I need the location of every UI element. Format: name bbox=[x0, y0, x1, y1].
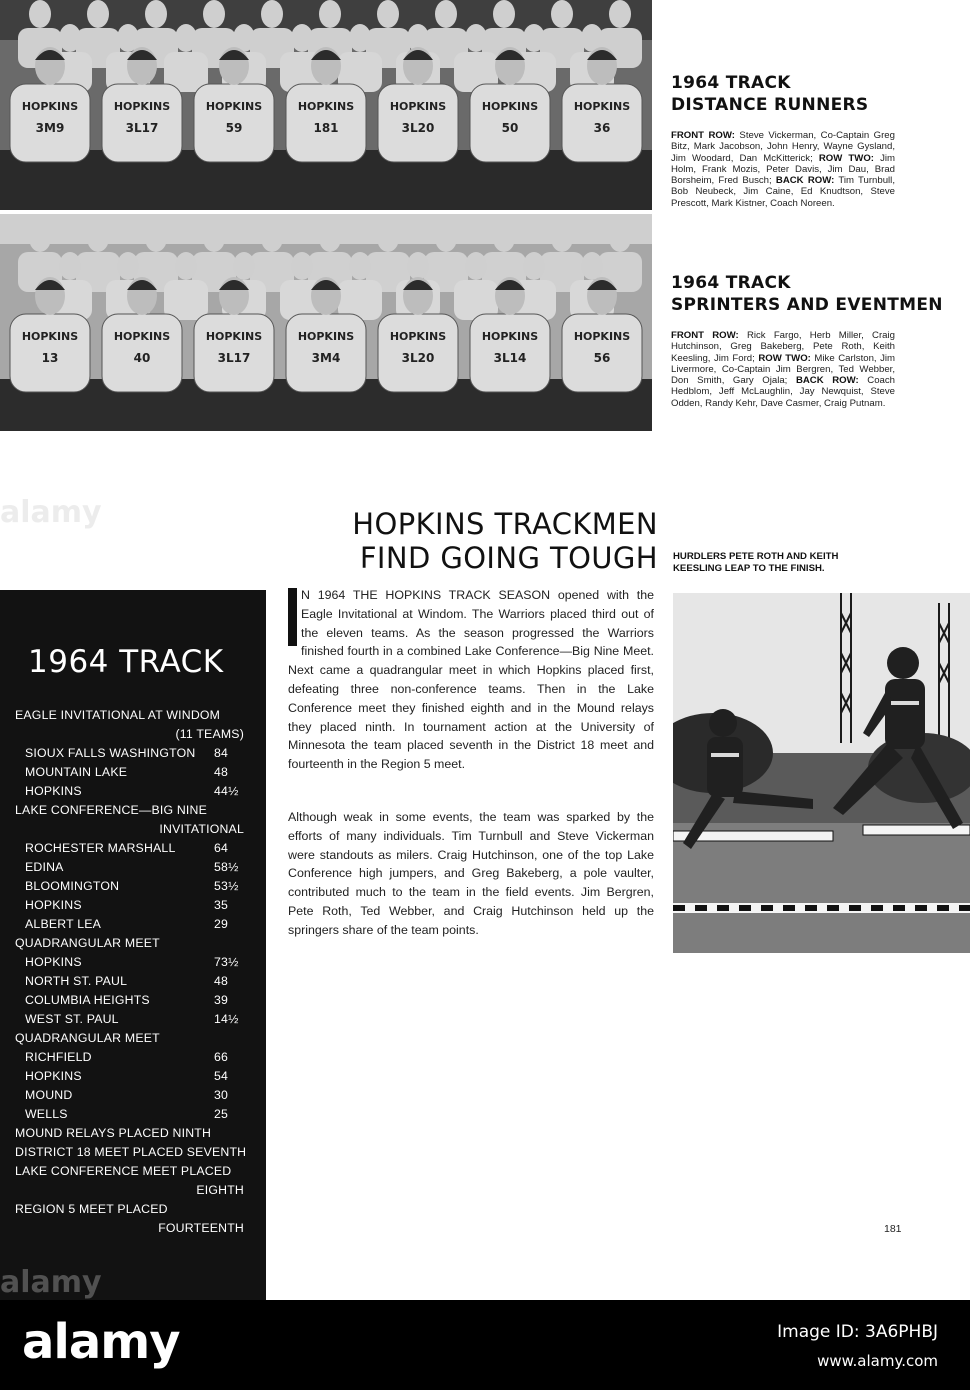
result-score: 84 bbox=[214, 746, 229, 760]
result-name: REGION 5 MEET PLACED bbox=[15, 1202, 168, 1216]
result-score: 39 bbox=[214, 993, 229, 1007]
result-name: WELLS bbox=[25, 1107, 68, 1121]
sweatshirt-text: HOPKINS bbox=[389, 100, 447, 113]
result-name: LAKE CONFERENCE MEET PLACED bbox=[15, 1164, 232, 1178]
row-two-names: Jim Holm, Frank Mozis, Peter Davis, Jim Dau, Brad Borsheim, Fred Busch; bbox=[671, 152, 895, 187]
team-member-head bbox=[377, 0, 399, 28]
sweatshirt-text: HOPKINS bbox=[113, 330, 171, 343]
team-member-head bbox=[523, 252, 545, 280]
team-member-head bbox=[291, 24, 313, 52]
distance-title-line1: 1964 TRACK bbox=[671, 73, 791, 93]
result-score: 14½ bbox=[214, 1012, 239, 1026]
sweatshirt-text: HOPKINS bbox=[297, 100, 355, 113]
back-row-names: Tim Turnbull, Bob Neubeck, Jim Caine, Ed Knudtson, Steve Prescott, Mark Kistner, Coach Noreen. bbox=[671, 175, 895, 209]
result-name: QUADRANGULAR MEET bbox=[15, 1031, 160, 1045]
back-row-label: BACK ROW: bbox=[775, 175, 835, 187]
hurdlers-caption: HURDLERS PETE ROTH AND KEITH KEESLING LEAP TO THE FINISH. bbox=[673, 551, 839, 574]
jersey-number: 3L14 bbox=[493, 351, 527, 365]
results-row bbox=[0, 1012, 266, 1031]
team-member-head bbox=[117, 24, 139, 52]
sweatshirt-text: HOPKINS bbox=[205, 330, 263, 343]
row-two-names: Mike Carlston, Jim Livermore, Co-Captain Jim Bergren, Ted Webber, Don Smith, Gary Ojala; bbox=[671, 352, 896, 387]
sweatshirt-text: HOPKINS bbox=[297, 330, 355, 343]
jersey-number: 56 bbox=[593, 351, 611, 365]
result-name: COLUMBIA HEIGHTS bbox=[25, 993, 150, 1007]
result-name: EDINA bbox=[25, 860, 64, 874]
team-member-head bbox=[233, 252, 255, 280]
paragraph-2-text: Although weak in some events, the team was sparked by the efforts of many individuals. Tim Turnbull and Steve Vickerman were standouts as milers. Craig Hutchinson, one of the top Lake Conference high jumpers, and Greg Bakeberg, a pole vaulter, contributed much to the team in the field events. Jim Bergren, Pete Roth, Ted Webber, and Craig Hutchinson held up the springers share of the team points. bbox=[288, 810, 654, 937]
team-member-head bbox=[319, 224, 341, 252]
result-score: 48 bbox=[214, 974, 229, 988]
result-name: EIGHTH bbox=[196, 1183, 244, 1197]
result-score: 73½ bbox=[214, 955, 239, 969]
result-name: BLOOMINGTON bbox=[25, 879, 120, 893]
sweatshirt-text: HOPKINS bbox=[205, 100, 263, 113]
team-member-head bbox=[377, 224, 399, 252]
hurdlers-svg bbox=[673, 593, 970, 953]
team-member-head bbox=[87, 0, 109, 28]
team-member-body bbox=[164, 280, 208, 320]
result-score: 44½ bbox=[214, 784, 239, 798]
result-name: LAKE CONFERENCE—BIG NINE bbox=[15, 803, 208, 817]
result-name: INVITATIONAL bbox=[159, 822, 244, 836]
jersey-number: 3M4 bbox=[311, 351, 341, 365]
results-row bbox=[0, 841, 266, 860]
result-name: ALBERT LEA bbox=[25, 917, 102, 931]
jersey-number: 13 bbox=[41, 351, 59, 365]
team-member-head bbox=[551, 224, 573, 252]
row-two-label: ROW TWO: bbox=[758, 352, 811, 364]
sweatshirt-text: HOPKINS bbox=[573, 100, 631, 113]
distance-title-line2: DISTANCE RUNNERS bbox=[671, 95, 869, 115]
result-name: (11 TEAMS) bbox=[175, 727, 244, 741]
results-row bbox=[0, 1164, 266, 1183]
jersey-number: 36 bbox=[593, 121, 611, 135]
row-two-label: ROW TWO: bbox=[818, 152, 874, 164]
result-score: 64 bbox=[214, 841, 229, 855]
team-member-head bbox=[175, 24, 197, 52]
results-row bbox=[0, 727, 266, 746]
result-score: 66 bbox=[214, 1050, 229, 1064]
result-name: MOUND RELAYS PLACED NINTH bbox=[15, 1126, 212, 1140]
results-row bbox=[0, 1183, 266, 1202]
result-name: EAGLE INVITATIONAL AT WINDOM bbox=[15, 708, 221, 722]
results-row bbox=[0, 974, 266, 993]
article-paragraph-2 bbox=[288, 808, 654, 940]
team-member-head bbox=[435, 0, 457, 28]
front-row-names: Rick Fargo, Herb Miller, Craig Hutchinson, Greg Bakeberg, Pete Roth, Keith Keesling, Jim Ford; bbox=[671, 330, 895, 364]
distance-caption-text bbox=[671, 130, 895, 209]
results-row bbox=[0, 1202, 266, 1221]
team-member-head bbox=[261, 0, 283, 28]
result-score: 48 bbox=[214, 765, 229, 779]
result-score: 30 bbox=[214, 1088, 229, 1102]
results-panel bbox=[0, 590, 266, 1300]
results-row bbox=[0, 1050, 266, 1069]
image-id: Image ID: 3A6PHBJ bbox=[777, 1322, 938, 1342]
results-row bbox=[0, 955, 266, 974]
result-name: QUADRANGULAR MEET bbox=[15, 936, 160, 950]
results-row bbox=[0, 1107, 266, 1126]
team-member-head bbox=[465, 252, 487, 280]
sprinters-title-line2: SPRINTERS AND EVENTMEN bbox=[671, 295, 943, 315]
sweatshirt-text: HOPKINS bbox=[573, 330, 631, 343]
team-member-head bbox=[465, 24, 487, 52]
team-member-head bbox=[203, 0, 225, 28]
watermark-left-bottom: alamy bbox=[0, 1265, 102, 1300]
sweatshirt-text: HOPKINS bbox=[21, 330, 79, 343]
result-name: HOPKINS bbox=[25, 955, 82, 969]
result-score: 58½ bbox=[214, 860, 239, 874]
sprinters-caption-text bbox=[671, 330, 895, 409]
sweatshirt-text: HOPKINS bbox=[389, 330, 447, 343]
jersey-number: 40 bbox=[133, 351, 151, 365]
team-member-head bbox=[407, 252, 429, 280]
results-title: 1964 TRACK bbox=[28, 644, 224, 680]
result-name: MOUNTAIN LAKE bbox=[25, 765, 128, 779]
result-score: 35 bbox=[214, 898, 229, 912]
front-row-names: Steve Vickerman, Co-Captain Greg Bitz, Mark Jacobson, John Henry, Wayne Gysland, Jim Woodard, Dan McKitterick; bbox=[671, 130, 895, 164]
sweatshirt-text: HOPKINS bbox=[21, 100, 79, 113]
results-row bbox=[0, 936, 266, 955]
results-row bbox=[0, 898, 266, 917]
jersey-number: 59 bbox=[225, 121, 243, 135]
team-member-head bbox=[319, 0, 341, 28]
results-row bbox=[0, 917, 266, 936]
article-paragraph-1 bbox=[288, 586, 654, 774]
watermark-left-top: alamy bbox=[0, 495, 102, 530]
team-member-head bbox=[349, 252, 371, 280]
result-name: RICHFIELD bbox=[25, 1050, 92, 1064]
result-name: SIOUX FALLS WASHINGTON bbox=[25, 746, 196, 760]
results-row bbox=[0, 1069, 266, 1088]
team-member-head bbox=[29, 224, 51, 252]
jersey-number: 3L20 bbox=[401, 351, 435, 365]
stock-footer-bar bbox=[0, 1300, 970, 1390]
team-member-head bbox=[145, 224, 167, 252]
sprinters-svg bbox=[0, 214, 652, 431]
results-row bbox=[0, 1126, 266, 1145]
team-member-head bbox=[609, 0, 631, 28]
headline-line1: HOPKINS TRACKMEN bbox=[352, 507, 658, 541]
result-score: 53½ bbox=[214, 879, 239, 893]
results-row bbox=[0, 822, 266, 841]
team-member-head bbox=[291, 252, 313, 280]
distance-runners-svg bbox=[0, 0, 652, 210]
team-member-head bbox=[145, 0, 167, 28]
result-name: MOUND bbox=[25, 1088, 73, 1102]
team-member-head bbox=[581, 252, 603, 280]
team-member-head bbox=[493, 0, 515, 28]
sweatshirt-text: HOPKINS bbox=[481, 100, 539, 113]
results-row bbox=[0, 1031, 266, 1050]
team-member-head bbox=[29, 0, 51, 28]
sprinters-photo bbox=[0, 214, 652, 431]
team-member-head bbox=[203, 224, 225, 252]
hurdlers-photo bbox=[673, 593, 970, 953]
jersey-number: 50 bbox=[501, 121, 519, 135]
front-row-label: FRONT ROW: bbox=[671, 330, 739, 341]
results-row bbox=[0, 993, 266, 1012]
drop-cap-i bbox=[288, 588, 297, 646]
results-row bbox=[0, 765, 266, 784]
team-member-head bbox=[435, 224, 457, 252]
results-row bbox=[0, 1145, 266, 1164]
result-name: NORTH ST. PAUL bbox=[25, 974, 128, 988]
result-score: 29 bbox=[214, 917, 229, 931]
paragraph-1-text: N 1964 THE HOPKINS TRACK SEASON opened with the Eagle Invitational at Windom. The Warriors placed third out of the eleven teams. As the season progressed the Warriors finished fourth in a combined Lake Conference—Big Nine Meet. Next came a quadrangular meet in which Hopkins placed first, defeating three non-conference teams. Then in the Lake Conference meet they finished eighth and in the Mound relays they placed ninth. In tournament action at the University of Minnesota the team placed seventh in the District 18 meet and fourteenth in the Region 5 meet. bbox=[288, 588, 654, 772]
result-name: WEST ST. PAUL bbox=[25, 1012, 119, 1026]
sweatshirt-text: HOPKINS bbox=[481, 330, 539, 343]
team-member-head bbox=[59, 252, 81, 280]
results-row bbox=[0, 1088, 266, 1107]
team-member-head bbox=[87, 224, 109, 252]
results-row bbox=[0, 803, 266, 822]
team-member-head bbox=[609, 224, 631, 252]
sweatshirt-text: HOPKINS bbox=[113, 100, 171, 113]
result-name: HOPKINS bbox=[25, 1069, 82, 1083]
result-name: HOPKINS bbox=[25, 898, 82, 912]
site-url: www.alamy.com bbox=[817, 1352, 938, 1370]
jersey-number: 3L17 bbox=[217, 351, 251, 365]
results-row bbox=[0, 746, 266, 765]
team-member-head bbox=[59, 24, 81, 52]
result-score: 25 bbox=[214, 1107, 229, 1121]
results-row bbox=[0, 784, 266, 803]
page-number: 181 bbox=[884, 1223, 902, 1235]
back-row-label: BACK ROW: bbox=[795, 375, 859, 387]
result-name: DISTRICT 18 MEET PLACED SEVENTH bbox=[15, 1145, 247, 1159]
result-score: 54 bbox=[214, 1069, 229, 1083]
alamy-logo: alamy bbox=[22, 1314, 180, 1370]
distance-caption-title bbox=[671, 72, 961, 116]
jersey-number: 3L17 bbox=[125, 121, 159, 135]
result-name: FOURTEENTH bbox=[158, 1221, 244, 1235]
jersey-number: 3M9 bbox=[35, 121, 65, 135]
team-member-head bbox=[493, 224, 515, 252]
back-row-names: Coach Hedblom, Jeff McLaughlin, Jay Newquist, Steve Odden, Randy Kehr, Dave Casmer, Craig Putnam. bbox=[671, 375, 895, 409]
sprinters-title-line1: 1964 TRACK bbox=[671, 273, 791, 293]
results-row bbox=[0, 708, 266, 727]
team-member-head bbox=[261, 224, 283, 252]
sprinters-caption-title bbox=[671, 272, 966, 316]
team-member-head bbox=[175, 252, 197, 280]
team-member-head bbox=[349, 24, 371, 52]
front-row-label: FRONT ROW: bbox=[671, 130, 735, 141]
article-headline bbox=[318, 507, 658, 575]
results-row bbox=[0, 879, 266, 898]
headline-line2: FIND GOING TOUGH bbox=[359, 541, 658, 575]
result-name: HOPKINS bbox=[25, 784, 82, 798]
distance-runners-photo bbox=[0, 0, 652, 210]
team-member-head bbox=[117, 252, 139, 280]
team-member-head bbox=[523, 24, 545, 52]
results-row bbox=[0, 860, 266, 879]
jersey-number: 3L20 bbox=[401, 121, 435, 135]
jersey-number: 181 bbox=[313, 121, 339, 135]
results-row bbox=[0, 1221, 266, 1240]
result-name: ROCHESTER MARSHALL bbox=[25, 841, 176, 855]
team-member-head bbox=[551, 0, 573, 28]
